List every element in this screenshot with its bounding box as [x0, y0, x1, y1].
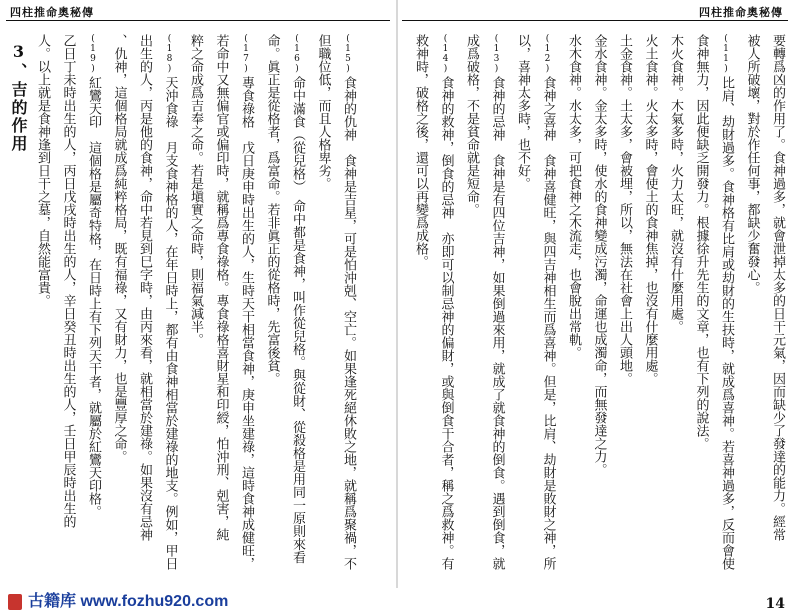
- column-text: 土金食神。土太多，會被埋，所以，無法在社會上出人頭地。: [617, 34, 632, 385]
- column-text: 比肩、劫財過多。食神格有比肩或劫財的生扶時，就成爲喜神。若喜神過多，反而會使: [719, 76, 734, 570]
- column-text: 乙日丁未時出生的人，丙日戊戌時出生的人，辛日癸丑時出生的人，壬日甲辰時出生的: [60, 34, 76, 528]
- column-text: 人。以上就是食神逢到日干之墓，自然能富貴。: [35, 34, 50, 307]
- column-text: 出生的人，丙是他的食神，命中若見到巳字時，由丙來看，就相當於建祿。如果沒有忌神: [137, 34, 152, 541]
- text-column: [83, 34, 103, 589]
- column-text: 天沖食祿 月支食神格的人，在年日時上，都有由食神相當於建祿的地支。例如，甲日: [162, 76, 178, 570]
- watermark-text: 古籍库 www.fozhu920.com: [28, 593, 229, 610]
- text-column: [716, 34, 736, 589]
- text-column: [134, 34, 154, 589]
- text-column: [160, 34, 180, 589]
- text-column: [512, 34, 532, 589]
- column-text: 木火食神。木氣多時，火力太旺，就沒有什麼用處。: [668, 34, 683, 333]
- column-text: 成爲破格，不是貧命就是短命。: [464, 34, 479, 216]
- column-text: 食神之喜神 食神喜健旺，與四吉神相生而爲喜神。但是，比肩、劫財是敗財之神，所: [540, 76, 556, 570]
- text-column: [32, 34, 52, 589]
- column-text: 粹之命成爲吉奉之命。若是塡實之命時，則福氣減半。: [188, 34, 203, 346]
- text-column: [487, 34, 507, 589]
- column-text: 食神的仇神 食神是吉星，可是怕沖剋、空亡。如果逢死絕休敗之地，就稱爲聚禍，不: [341, 76, 356, 570]
- text-column: [211, 34, 231, 589]
- text-column: [640, 34, 660, 589]
- right-page: [398, 0, 793, 616]
- column-text: 要轉爲凶的作用了。食神過多，就會泄掉太多的日干元氣，因而缺少了發達的能力。經常: [770, 34, 785, 541]
- column-text: 救神時，破格之後，還可以再變爲成格。: [413, 34, 428, 268]
- item-number: (13): [491, 34, 502, 74]
- column-text: 專食祿格 戊日庚申時出生的人，生時天干相當食神，庚申坐建祿，這時食神成健旺，: [239, 76, 254, 570]
- column-text: 火土食神。火太多時，會使土的食神焦掉，也沒有什麼用處。: [642, 34, 658, 385]
- text-column: [58, 34, 78, 589]
- watermark-banner: [0, 588, 398, 616]
- column-text: 紅鸞天印 這個格是屬奇特格，在日時上有下列天干者，就屬於紅鸞天印格。: [86, 76, 101, 518]
- text-column: [665, 34, 685, 589]
- text-column: [313, 34, 333, 589]
- text-column: [410, 34, 430, 589]
- item-number: (19): [88, 34, 98, 74]
- column-text: 若命中又無偏官或偏印時，就稱爲專食祿格。專食祿格喜財星和印綬，怕沖刑、剋害，純: [213, 34, 229, 541]
- header-rule: [402, 20, 788, 21]
- text-column: [614, 34, 634, 589]
- text-column: [563, 34, 583, 589]
- text-column: [436, 34, 456, 589]
- text-column: [287, 34, 307, 589]
- text-column: [236, 34, 256, 589]
- column-text: 水木食神。水太多，可把食神之木流走，也會脫出常軌。: [566, 34, 581, 359]
- book-logo-icon: [8, 594, 22, 610]
- item-number: (17): [241, 34, 251, 74]
- page-number: 14: [765, 596, 785, 612]
- column-text: 食神無力，因此便缺乏開發力。根據徐升先生的文章，也有下列的說法。: [693, 34, 709, 450]
- text-column: [109, 34, 129, 589]
- text-column: [262, 34, 282, 589]
- column-text: 被人所破壞，對於作任何事，都缺少奮發心。: [744, 34, 760, 294]
- column-text: 食神的救神，倒食的忌神 亦即可以制忌神的偏財，或與倒食干合者，稱之爲救神。有: [438, 76, 454, 570]
- text-column: [461, 34, 481, 589]
- column-text: 命。眞正是從格者，爲富命。若非眞正的從格時，先富後貧。: [264, 34, 280, 385]
- text-column: [691, 34, 711, 589]
- column-text: 以，喜神太多時，也不好。: [515, 34, 530, 190]
- text-column: [538, 34, 558, 589]
- text-column: [338, 34, 358, 589]
- item-number: (15): [343, 34, 353, 74]
- text-column: [589, 34, 609, 589]
- item-number: (16): [292, 34, 302, 74]
- text-column: [742, 34, 762, 589]
- page-header-title: 四柱推命奧秘傳: [10, 6, 94, 19]
- item-number: (12): [542, 34, 553, 74]
- page-header-title: 四柱推命奧秘傳: [699, 6, 783, 19]
- section-title: 3、吉的作用: [9, 42, 28, 153]
- column-text: 但職位低，而且人格卑劣。: [315, 34, 331, 190]
- header-rule: [6, 20, 390, 21]
- text-column: [185, 34, 205, 589]
- text-column: [767, 34, 787, 589]
- item-number: (11): [721, 34, 731, 74]
- column-text: 食神的忌神 食神是有四位吉神，如果倒過來用，就成了就食神的倒食。遇到倒食，就: [489, 76, 505, 570]
- column-text: 金水食神。金太多時，使水的食神變成污濁，命運也成濁命，而無發達之力。: [591, 34, 607, 476]
- column-text: 、仇神，這個格局就成爲純粹格局，既有福祿，又有財力，也是豐厚之命。: [111, 34, 127, 463]
- item-number: (14): [440, 34, 451, 74]
- item-number: (18): [164, 34, 175, 74]
- column-text: 命中滿食（從兒格） 命中都是食神，叫作從兒格。與從財、從殺格是用同一原則來看: [290, 76, 305, 564]
